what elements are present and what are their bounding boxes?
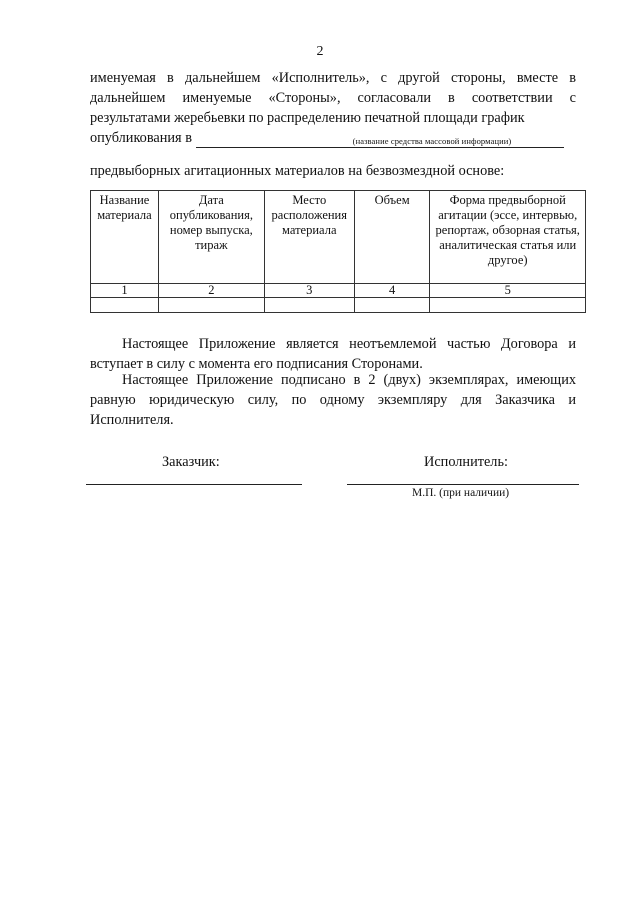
intro-paragraph-text: именуемая в дальнейшем «Исполнитель», с другой стороны, вместе в дальнейшем именуемые «Стороны», согласовали в соответствии с результатами жеребьевки по распределению печатной площади график: [90, 70, 576, 126]
executor-signature-line: [347, 484, 579, 485]
media-name-label: опубликования в: [90, 130, 192, 146]
table-cell: [91, 298, 159, 313]
customer-signature-line: [86, 484, 302, 485]
executor-signature-label: Исполнитель:: [424, 454, 508, 470]
table-header-row: [91, 191, 586, 284]
column-number: 4: [354, 284, 430, 298]
table-row: [91, 298, 586, 313]
validity-paragraph: Настоящее Приложение является неотъемлемой частью Договора и вступает в силу с момента его подписания Сторонами.: [90, 336, 576, 372]
column-number: 5: [430, 284, 586, 298]
customer-signature-label: Заказчик:: [162, 454, 220, 470]
header-agitation-form: Форма предвыборной агитации (эссе, интервью, репортаж, обзорная статья, аналитическая статья или другое): [430, 191, 586, 284]
page-number: 2: [316, 44, 324, 59]
table-cell: [430, 298, 586, 313]
column-number: 1: [91, 284, 159, 298]
media-name-hint: (название средства массовой информации): [352, 136, 512, 146]
copies-paragraph: Настоящее Приложение подписано в 2 (двух) экземплярах, имеющих равную юридическую силу, по одному экземпляру для Заказчика и Исполнителя.: [90, 372, 576, 428]
table-number-row: [91, 284, 586, 298]
header-volume: Объем: [354, 191, 430, 284]
header-material-name: Название материала: [91, 191, 159, 284]
materials-table: [90, 190, 586, 313]
column-number: 2: [158, 284, 264, 298]
column-number: 3: [264, 284, 354, 298]
materials-intro: предвыборных агитационных материалов на безвозмездной основе:: [90, 163, 505, 179]
table-cell: [158, 298, 264, 313]
stamp-note: М.П. (при наличии): [412, 487, 510, 499]
header-publication-date: Дата опубликования, номер выпуска, тираж: [158, 191, 264, 284]
table-cell: [354, 298, 430, 313]
table-cell: [264, 298, 354, 313]
header-material-location: Место расположения материала: [264, 191, 354, 284]
